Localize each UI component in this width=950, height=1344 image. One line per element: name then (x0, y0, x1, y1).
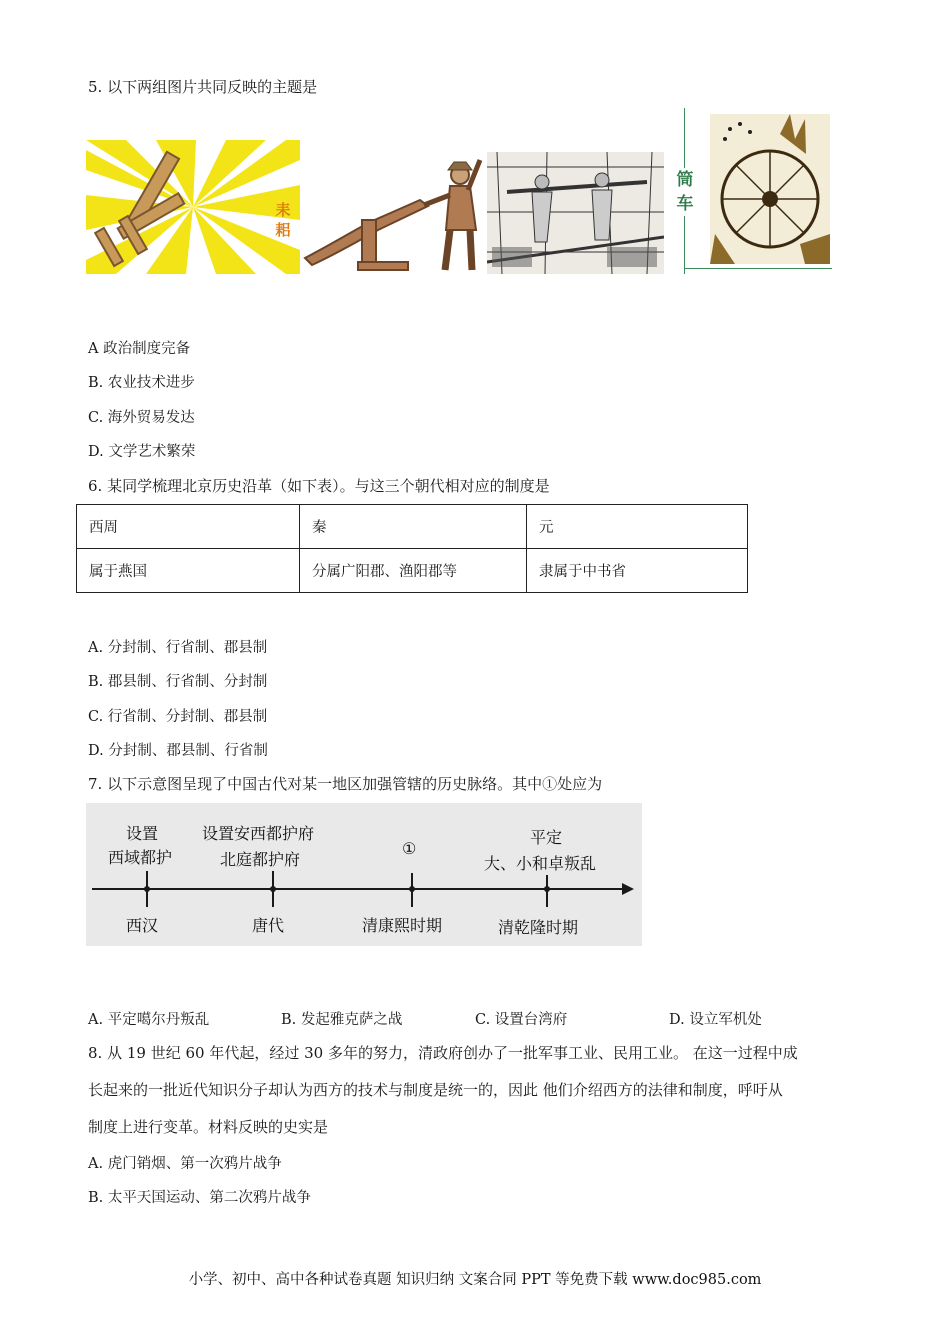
timeline-event-label: 北庭都护府 (220, 850, 301, 869)
q7-option-a[interactable]: A. 平定噶尔丹叛乱 (88, 1012, 210, 1028)
timeline-event-label: 设置安西都护府 (202, 824, 315, 843)
q8-option-b[interactable]: B. 太平天国运动、第二次鸦片战争 (88, 1190, 311, 1206)
tongche-label: 筒车 (674, 168, 696, 216)
leisi-label: 耒耜 (275, 201, 291, 239)
q5-stem: 5. 以下两组图片共同反映的主题是 (88, 78, 318, 96)
q6-option-b[interactable]: B. 郡县制、行省制、分封制 (88, 674, 268, 690)
timeline-event-label: 大、小和卓叛乱 (484, 854, 597, 873)
table-row (77, 549, 748, 593)
q8-stem-line-1: 8. 从 19 世纪 60 年代起，经过 30 多年的努力，清政府创办了一批军事工业、民用工业。 在这一过程中成 (88, 1044, 798, 1062)
q6-stem: 6. 某同学梳理北京历史沿革（如下表）。与这三个朝代相对应的制度是 (88, 477, 550, 495)
q5-option-a[interactable]: A 政治制度完备 (88, 341, 191, 357)
q7-stem: 7. 以下示意图呈现了中国古代对某一地区加强管辖的历史脉络。其中①处应为 (88, 775, 603, 793)
q7-option-b[interactable]: B. 发起雅克萨之战 (281, 1012, 403, 1028)
timeline-period-label: 清康熙时期 (362, 916, 443, 935)
q6-option-c[interactable]: C. 行省制、分封制、郡县制 (88, 709, 268, 725)
timeline-period-label: 唐代 (252, 916, 285, 935)
timeline-period-label: 清乾隆时期 (498, 918, 579, 937)
xinjiang-timeline (86, 803, 642, 946)
leisi-image (86, 140, 300, 274)
woodcut-image (487, 152, 664, 274)
page-footer: 小学、初中、高中各种试卷真题 知识归纳 文案合同 PPT 等免费下载 www.doc985.com (188, 1272, 762, 1288)
tongche-image (666, 108, 832, 274)
table-cell: 西周 (77, 505, 300, 549)
table-cell: 属于燕国 (77, 549, 300, 593)
q7-option-d[interactable]: D. 设立军机处 (669, 1012, 762, 1028)
table-cell: 分属广阳郡、渔阳郡等 (300, 549, 527, 593)
timeline-event-label: 设置 (126, 824, 159, 843)
plough-image (300, 150, 484, 274)
timeline-event-label: 西域都护 (108, 848, 173, 867)
beijing-history-table (76, 504, 748, 593)
q7-option-c[interactable]: C. 设置台湾府 (475, 1012, 568, 1028)
q8-stem-line-3: 制度上进行变革。材料反映的史实是 (88, 1118, 329, 1136)
timeline-period-label: 西汉 (126, 916, 159, 935)
q6-option-d[interactable]: D. 分封制、郡县制、行省制 (88, 743, 268, 759)
table-row (77, 505, 748, 549)
q5-option-c[interactable]: C. 海外贸易发达 (88, 410, 195, 426)
q6-option-a[interactable]: A. 分封制、行省制、郡县制 (88, 640, 268, 656)
table-cell: 元 (527, 505, 748, 549)
q8-option-a[interactable]: A. 虎门销烟、第一次鸦片战争 (88, 1156, 282, 1172)
svg-text:.: . (89, 266, 91, 271)
timeline-event-label: ① (402, 839, 417, 858)
q5-option-d[interactable]: D. 文学艺术繁荣 (88, 444, 196, 460)
q8-stem-line-2: 长起来的一批近代知识分子却认为西方的技术与制度是统一的，因此 他们介绍西方的法律和制度，呼吁从 (88, 1081, 783, 1099)
timeline-event-label: 平定 (530, 828, 563, 847)
table-cell: 隶属于中书省 (527, 549, 748, 593)
table-cell: 秦 (300, 505, 527, 549)
q5-option-b[interactable]: B. 农业技术进步 (88, 375, 195, 391)
